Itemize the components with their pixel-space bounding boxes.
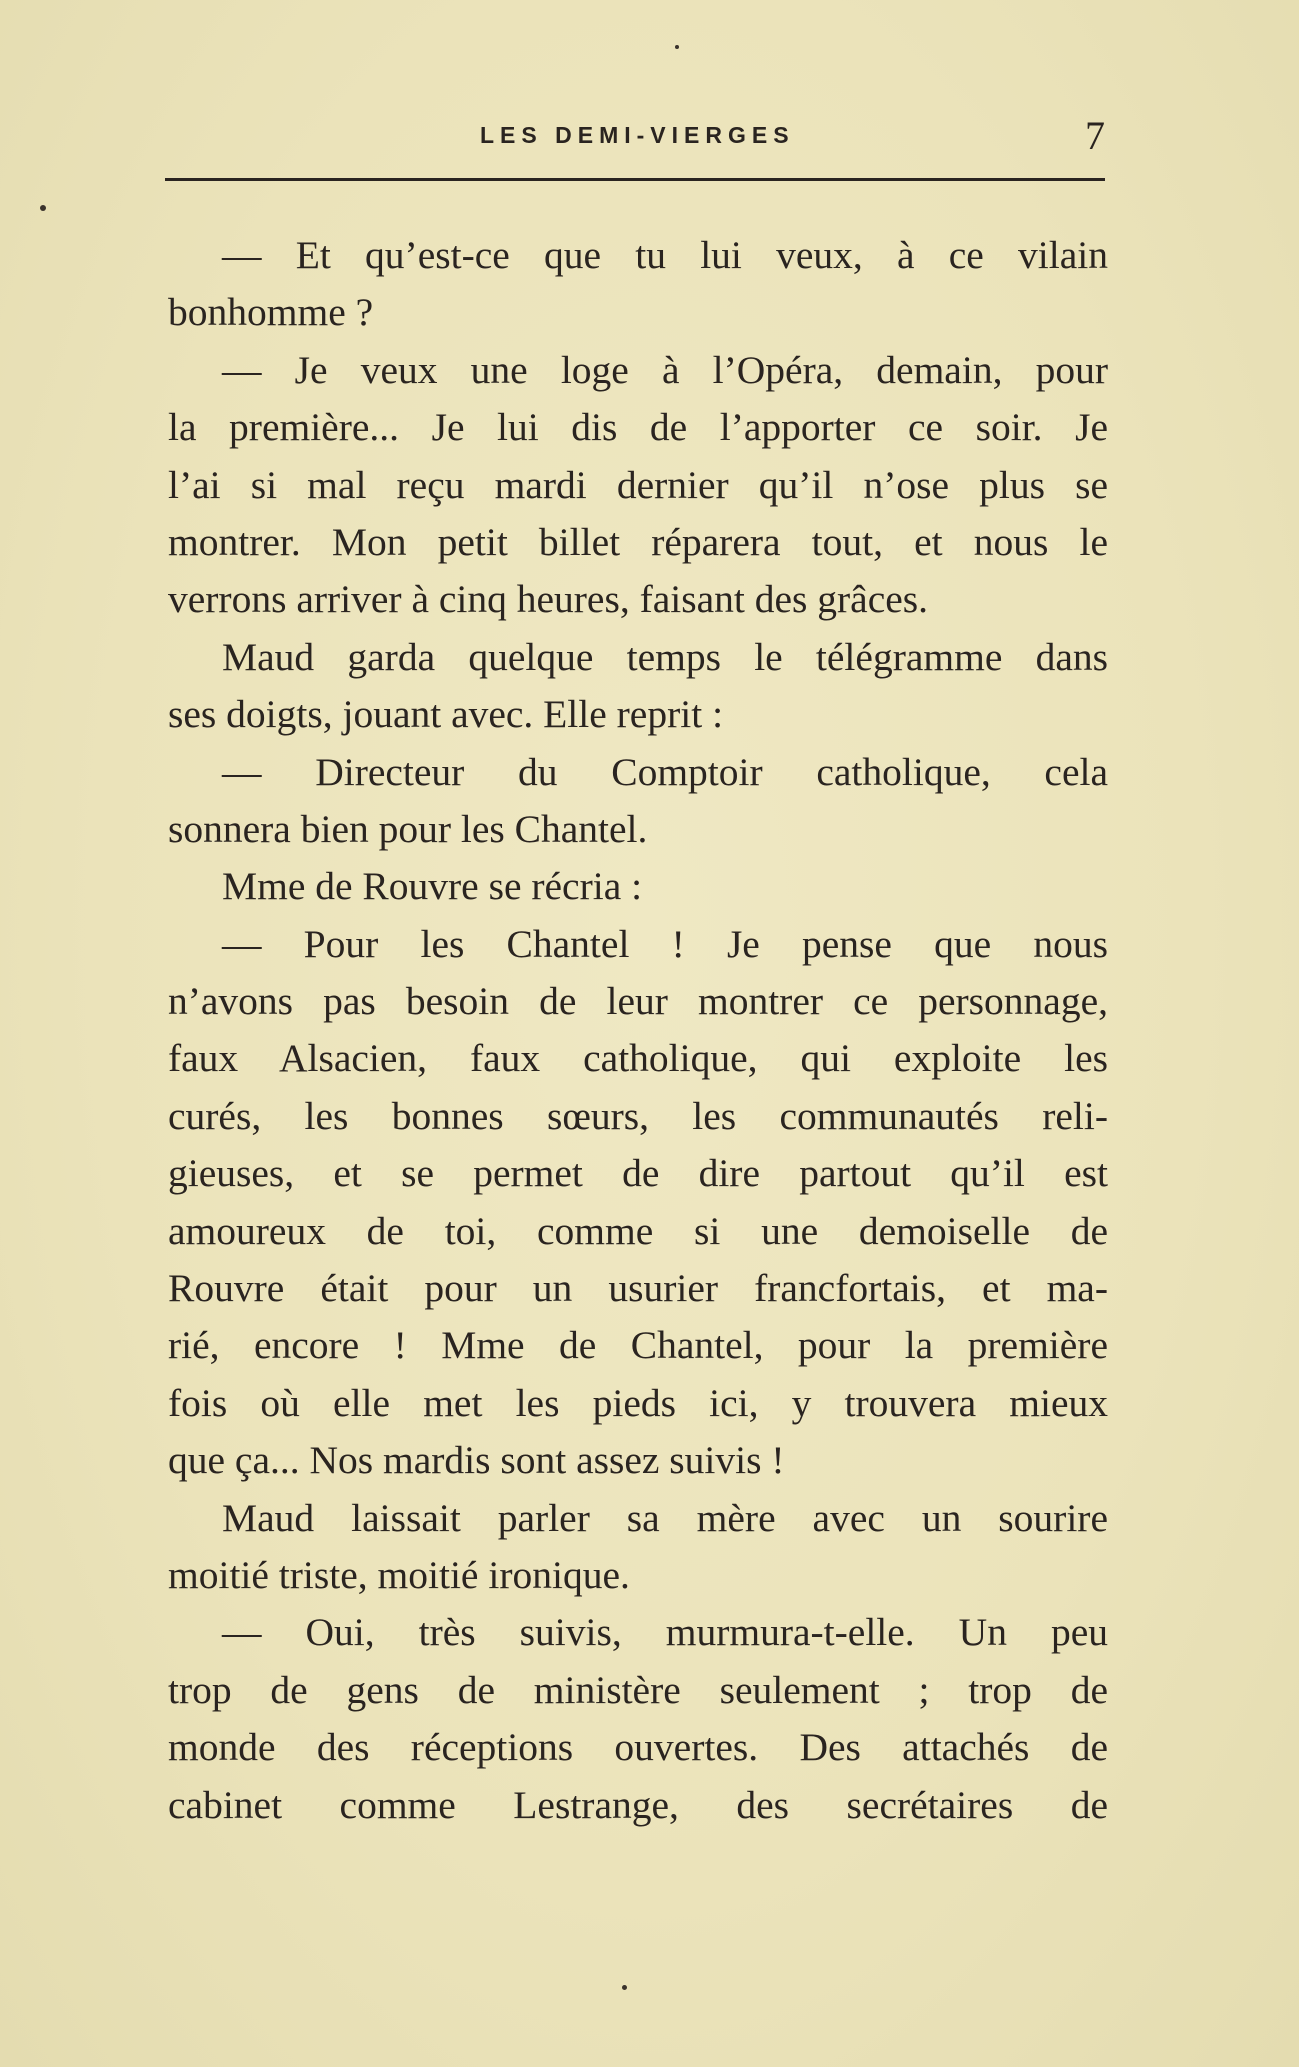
text-line: trop de gens de ministère seulement ; trop de (168, 1667, 1108, 1712)
text-line: la première... Je lui dis de l’apporter ce soir. Je (168, 405, 1108, 450)
text-line: sonnera bien pour les Chantel. (168, 806, 648, 851)
text-line: Maud garda quelque temps le télégramme dans (222, 634, 1108, 679)
text-line: Rouvre était pour un usurier francfortais, et ma- (168, 1266, 1108, 1311)
paper-speck (40, 205, 46, 211)
running-head (165, 112, 1105, 172)
body-text (168, 227, 1108, 1834)
text-line: faux Alsacien, faux catholique, qui exploite les (168, 1036, 1108, 1081)
text-line: — Pour les Chantel ! Je pense que nous (222, 921, 1108, 966)
text-line: Maud laissait parler sa mère avec un sourire (222, 1495, 1108, 1540)
text-line: — Directeur du Comptoir catholique, cela (222, 749, 1108, 794)
text-line: l’ai si mal reçu mardi dernier qu’il n’ose plus se (168, 462, 1108, 507)
paper-speck (675, 45, 679, 49)
running-title: LES DEMI-VIERGES (480, 122, 795, 148)
text-line: — Oui, très suivis, murmura-t-elle. Un peu (222, 1610, 1108, 1655)
text-line: fois où elle met les pieds ici, y trouvera mieux (168, 1380, 1108, 1425)
header-rule (165, 178, 1105, 181)
text-line: bonhomme ? (168, 290, 374, 335)
page-number: 7 (1085, 113, 1105, 158)
text-line: curés, les bonnes sœurs, les communautés reli- (168, 1093, 1108, 1138)
text-line: monde des réceptions ouvertes. Des attachés de (168, 1725, 1108, 1770)
text-line: moitié triste, moitié ironique. (168, 1552, 630, 1597)
text-line: amoureux de toi, comme si une demoiselle de (168, 1208, 1108, 1253)
text-line: ses doigts, jouant avec. Elle reprit : (168, 692, 724, 737)
text-line: — Je veux une loge à l’Opéra, demain, pour (222, 347, 1108, 392)
text-line: Mme de Rouvre se récria : (222, 864, 643, 909)
text-line: verrons arriver à cinq heures, faisant des grâces. (168, 577, 929, 622)
text-line: n’avons pas besoin de leur montrer ce personnage, (168, 979, 1108, 1024)
paper-speck (622, 1985, 627, 1990)
text-line: rié, encore ! Mme de Chantel, pour la première (168, 1323, 1108, 1368)
text-line: — Et qu’est-ce que tu lui veux, à ce vilain (222, 233, 1108, 277)
text-line: montrer. Mon petit billet réparera tout, et nous le (168, 519, 1108, 564)
text-line: cabinet comme Lestrange, des secrétaires de (168, 1782, 1108, 1827)
text-line: que ça... Nos mardis sont assez suivis ! (168, 1438, 785, 1483)
text-line: gieuses, et se permet de dire partout qu’il est (168, 1151, 1108, 1196)
